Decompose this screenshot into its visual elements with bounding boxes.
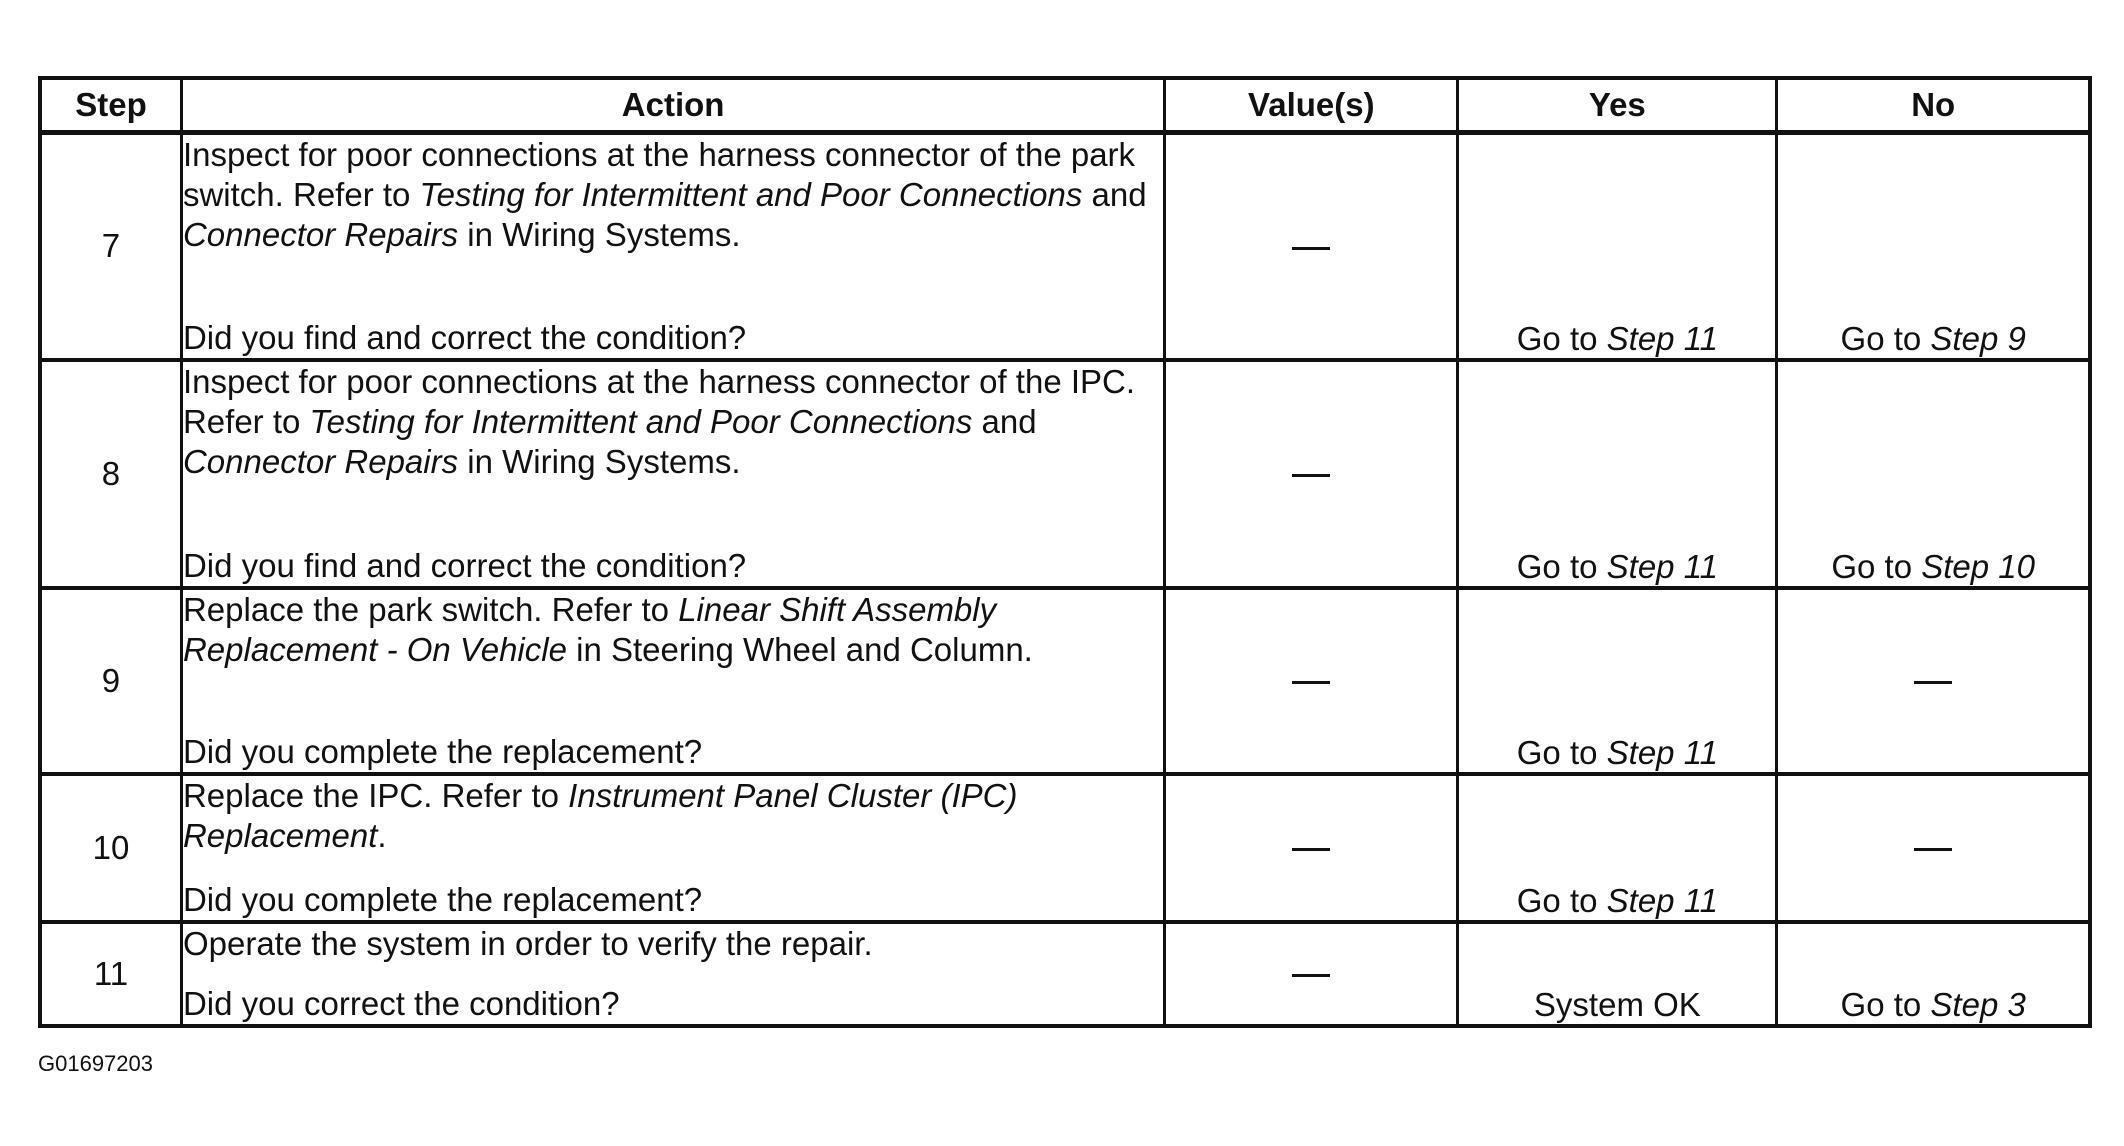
- goto-step: Step 3: [1930, 985, 2026, 1023]
- action-question: Did you find and correct the condition?: [182, 318, 747, 356]
- value-cell: [1165, 360, 1458, 588]
- action-cell: [181, 922, 1164, 1026]
- yes-cell: Go to Step 11: [1458, 774, 1777, 922]
- yes-cell: Go to Step 11: [1458, 588, 1777, 774]
- table-row: [40, 922, 2090, 1026]
- header-no: No: [1777, 78, 2090, 133]
- action-cell: [181, 133, 1164, 360]
- goto-step: Step 10: [1921, 547, 2036, 585]
- reference-link: Connector Repairs: [182, 216, 459, 253]
- diagnostic-table: [38, 76, 2092, 1028]
- value-cell: [1165, 133, 1458, 360]
- action-instruction: Operate the system in order to verify the repair.: [182, 924, 873, 962]
- dash-mark: [1914, 681, 1952, 684]
- action-instruction: Replace the IPC. Refer to Instrument Panel Cluster (IPC) Replacement.: [182, 776, 1018, 854]
- table-row: [40, 588, 2090, 774]
- step-number: 10: [40, 774, 181, 922]
- action-instruction: Inspect for poor connections at the harness connector of the park switch. Refer to Testing for Intermittent and Poor Connections and Connector Repairs in Wiring Systems.: [182, 136, 1147, 253]
- header-action: Action: [181, 78, 1164, 133]
- dash-mark: [1292, 974, 1330, 977]
- figure-id: G01697203: [38, 1051, 153, 1076]
- dash-mark: [1292, 848, 1330, 851]
- action-cell: [181, 360, 1164, 588]
- step-number: 8: [40, 360, 181, 588]
- action-question: Did you complete the replacement?: [182, 732, 703, 770]
- goto-step: Step 11: [1606, 547, 1718, 585]
- header-row: [40, 78, 2090, 133]
- header-yes: Yes: [1458, 78, 1777, 133]
- no-cell: [1777, 774, 2090, 922]
- dash-mark: [1292, 474, 1330, 477]
- action-cell: [181, 774, 1164, 922]
- reference-link: Linear Shift Assembly Replacement - On Vehicle: [182, 590, 997, 668]
- goto-step: Step 11: [1606, 881, 1718, 919]
- reference-link: Testing for Intermittent and Poor Connections: [419, 176, 1083, 213]
- reference-link: Connector Repairs: [182, 442, 459, 480]
- goto-step: Step 9: [1930, 319, 2026, 357]
- reference-link: Testing for Intermittent and Poor Connections: [309, 402, 973, 440]
- dash-mark: [1914, 848, 1952, 851]
- action-question: Did you find and correct the condition?: [182, 546, 747, 584]
- no-cell: [1777, 588, 2090, 774]
- action-question: Did you complete the replacement?: [182, 880, 703, 918]
- value-cell: [1165, 588, 1458, 774]
- no-cell: Go to Step 9: [1777, 133, 2090, 360]
- table-row: [40, 133, 2090, 360]
- no-cell: Go to Step 3: [1777, 922, 2090, 1026]
- dash-mark: [1292, 681, 1330, 684]
- reference-link: Instrument Panel Cluster (IPC) Replacement: [182, 776, 1018, 854]
- dash-mark: [1292, 247, 1330, 250]
- table-row: [40, 774, 2090, 922]
- goto-step: Step 11: [1606, 733, 1718, 771]
- step-number: 11: [40, 922, 181, 1026]
- step-number: 9: [40, 588, 181, 774]
- header-step: Step: [40, 78, 181, 133]
- no-cell: Go to Step 10: [1777, 360, 2090, 588]
- action-instruction: Replace the park switch. Refer to Linear Shift Assembly Replacement - On Vehicle in Steering Wheel and Column.: [182, 590, 1033, 668]
- action-cell: [181, 588, 1164, 774]
- yes-cell: Go to Step 11: [1458, 133, 1777, 360]
- value-cell: [1165, 774, 1458, 922]
- value-cell: [1165, 922, 1458, 1026]
- header-values: Value(s): [1165, 78, 1458, 133]
- yes-cell: Go to Step 11: [1458, 360, 1777, 588]
- action-instruction: Inspect for poor connections at the harness connector of the IPC. Refer to Testing for Intermittent and Poor Connections and Connector Repairs in Wiring Systems.: [182, 362, 1136, 480]
- goto-step: Step 11: [1606, 319, 1718, 357]
- action-question: Did you correct the condition?: [182, 984, 620, 1022]
- step-number: 7: [40, 133, 181, 360]
- table-row: [40, 360, 2090, 588]
- yes-cell: System OK: [1458, 922, 1777, 1026]
